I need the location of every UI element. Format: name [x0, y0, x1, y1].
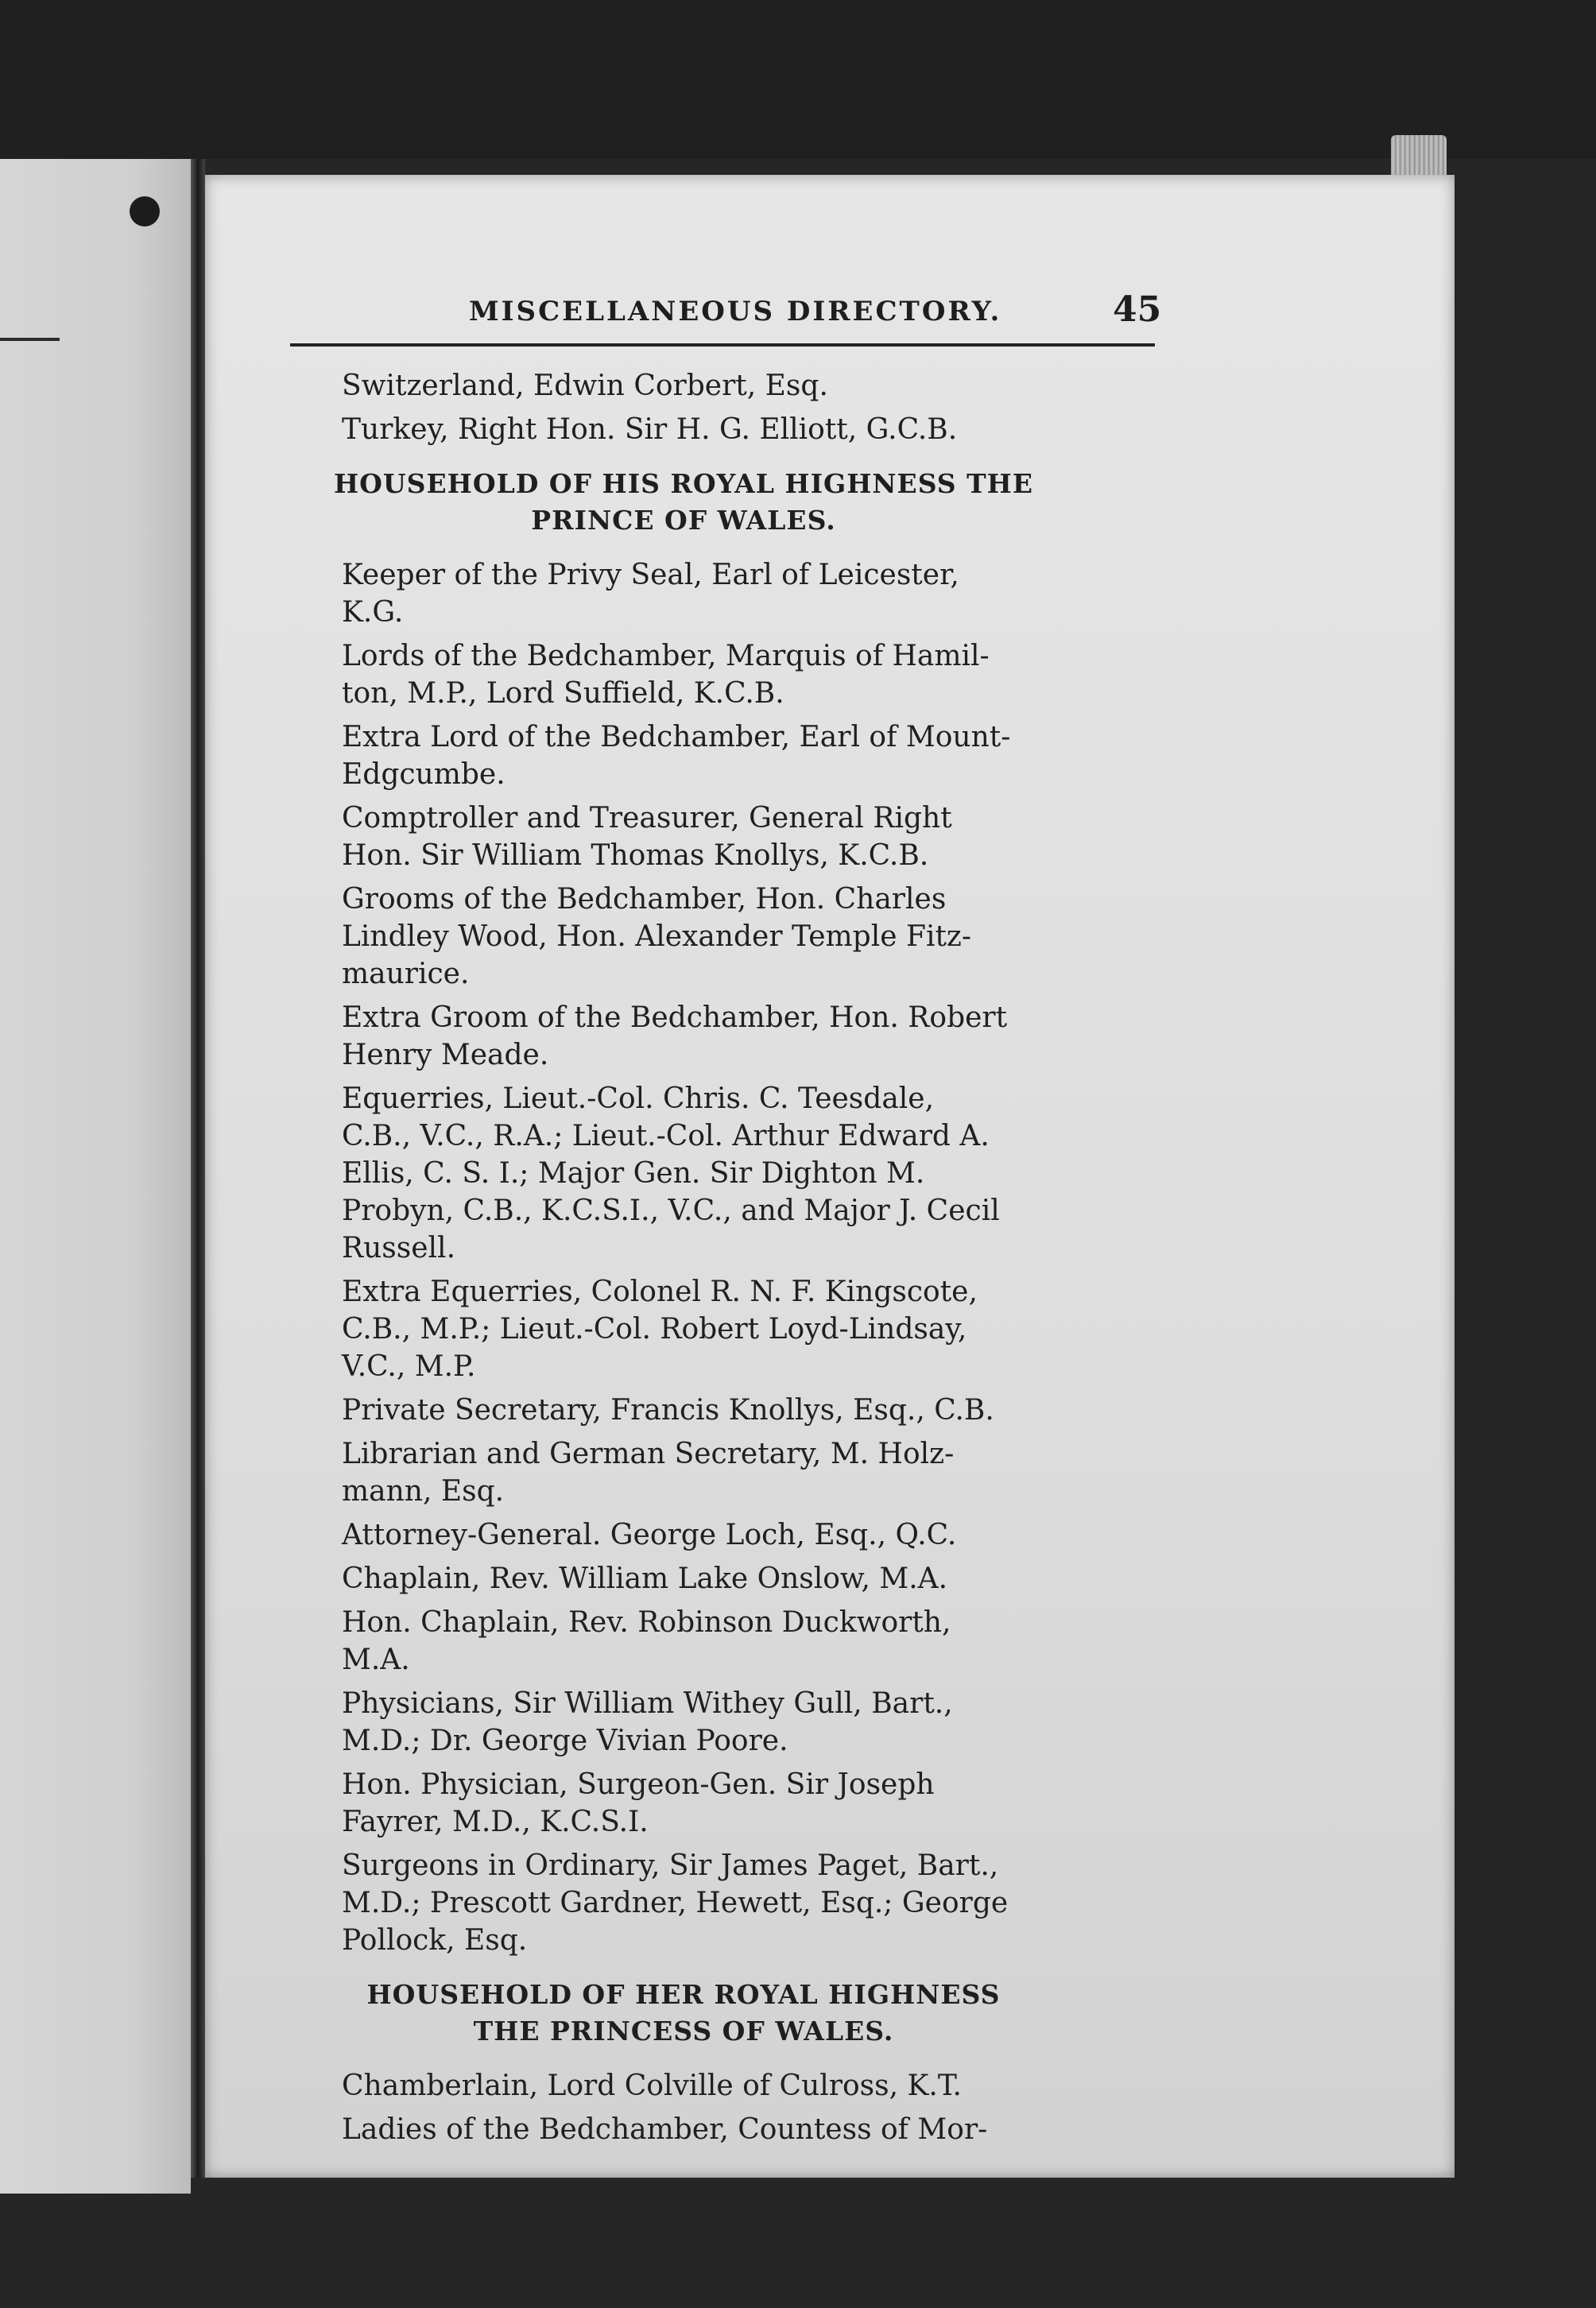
directory-entry [302, 2067, 1065, 2105]
entry-line: M.D.; Prescott Gardner, Hewett, Esq.; George [342, 1887, 1009, 1919]
entry-line: Switzerland, Edwin Corbert, Esq. [342, 370, 828, 402]
entry-line: Henry Meade. [342, 1039, 549, 1071]
directory-entry [302, 1080, 1065, 1267]
directory-entry [302, 881, 1065, 993]
directory-text [302, 367, 1065, 2155]
entry-line: Private Secretary, Francis Knollys, Esq., C.B. [342, 1394, 994, 1427]
entry-line: Extra Equerries, Colonel R. N. F. Kingscote, [342, 1276, 978, 1308]
entry-line: Hon. Chaplain, Rev. Robinson Duckworth, [342, 1606, 951, 1639]
directory-entry [302, 556, 1065, 631]
directory-entry [302, 1766, 1065, 1841]
section-heading [302, 1977, 1065, 2050]
directory-entry [302, 1273, 1065, 1385]
entry-line: K.G. [342, 596, 404, 629]
entry-line: Hon. Sir William Thomas Knollys, K.C.B. [342, 839, 929, 872]
entry-line: Equerries, Lieut.-Col. Chris. C. Teesdale, [342, 1082, 935, 1115]
section-heading [302, 466, 1065, 539]
header-rule [290, 343, 1155, 347]
directory-entry [302, 637, 1065, 712]
directory-entry [302, 367, 1065, 405]
entry-line: maurice. [342, 958, 470, 990]
directory-entry [302, 718, 1065, 793]
entry-line: C.B., V.C., R.A.; Lieut.-Col. Arthur Edward A. [342, 1120, 990, 1152]
ink-blot [130, 196, 160, 227]
heading-line: HOUSEHOLD OF HIS ROYAL HIGHNESS THE [333, 468, 1034, 499]
entry-line: C.B., M.P.; Lieut.-Col. Robert Loyd-Lindsay, [342, 1313, 967, 1346]
entry-line: Turkey, Right Hon. Sir H. G. Elliott, G.C.B. [342, 413, 958, 446]
entry-line: Grooms of the Bedchamber, Hon. Charles [342, 883, 947, 916]
heading-line: THE PRINCESS OF WALES. [473, 2016, 894, 2047]
running-head: MISCELLANEOUS DIRECTORY. [469, 296, 1002, 327]
directory-entry [302, 1560, 1065, 1597]
page-number: 45 [1113, 289, 1162, 330]
entry-line: Pollock, Esq. [342, 1924, 528, 1957]
page-header [290, 289, 1164, 343]
entry-line: Ladies of the Bedchamber, Countess of Mor- [342, 2113, 988, 2146]
entry-line: Attorney-General. George Loch, Esq., Q.C. [342, 1519, 957, 1551]
entry-line: M.D.; Dr. George Vivian Poore. [342, 1725, 788, 1757]
heading-line: PRINCE OF WALES. [531, 505, 836, 536]
background-top [0, 0, 1596, 159]
left-page-rule [0, 338, 60, 341]
left-page [0, 159, 191, 2194]
entry-line: mann, Esq. [342, 1475, 505, 1508]
directory-entry [302, 1604, 1065, 1679]
directory-entry [302, 1847, 1065, 1959]
directory-entry [302, 1685, 1065, 1760]
directory-entry [302, 1392, 1065, 1429]
entry-line: Fayrer, M.D., K.C.S.I. [342, 1806, 649, 1838]
entry-line: Comptroller and Treasurer, General Right [342, 802, 952, 835]
directory-entry [302, 1435, 1065, 1510]
entry-line: Hon. Physician, Surgeon-Gen. Sir Joseph [342, 1768, 935, 1801]
entry-line: Chamberlain, Lord Colville of Culross, K.T. [342, 2070, 962, 2102]
directory-entry [302, 999, 1065, 1074]
entry-line: Extra Groom of the Bedchamber, Hon. Robert [342, 1001, 1008, 1034]
entry-line: Chaplain, Rev. William Lake Onslow, M.A. [342, 1563, 948, 1595]
entry-line: M.A. [342, 1644, 410, 1676]
entry-line: Physicians, Sir William Withey Gull, Bart., [342, 1687, 953, 1720]
entry-line: Extra Lord of the Bedchamber, Earl of Mount- [342, 721, 1011, 753]
entry-line: Surgeons in Ordinary, Sir James Paget, Bart., [342, 1849, 999, 1882]
entry-line: Probyn, C.B., K.C.S.I., V.C., and Major J. Cecil [342, 1195, 1000, 1227]
directory-entry [302, 2111, 1065, 2148]
entry-line: V.C., M.P. [342, 1350, 476, 1383]
book-spine [191, 159, 205, 2178]
entry-line: Librarian and German Secretary, M. Holz- [342, 1438, 955, 1470]
entry-line: Keeper of the Privy Seal, Earl of Leicester, [342, 559, 959, 591]
directory-entry [302, 1516, 1065, 1554]
entry-line: Lords of the Bedchamber, Marquis of Hamil- [342, 640, 990, 672]
directory-entry [302, 800, 1065, 874]
entry-line: Ellis, C. S. I.; Major Gen. Sir Dighton M. [342, 1157, 925, 1190]
directory-entry [302, 411, 1065, 448]
entry-line: Lindley Wood, Hon. Alexander Temple Fitz- [342, 920, 972, 953]
heading-line: HOUSEHOLD OF HER ROYAL HIGHNESS [366, 1979, 1001, 2010]
entry-line: Edgcumbe. [342, 758, 506, 791]
entry-line: Russell. [342, 1232, 456, 1264]
entry-line: ton, M.P., Lord Suffield, K.C.B. [342, 677, 784, 710]
